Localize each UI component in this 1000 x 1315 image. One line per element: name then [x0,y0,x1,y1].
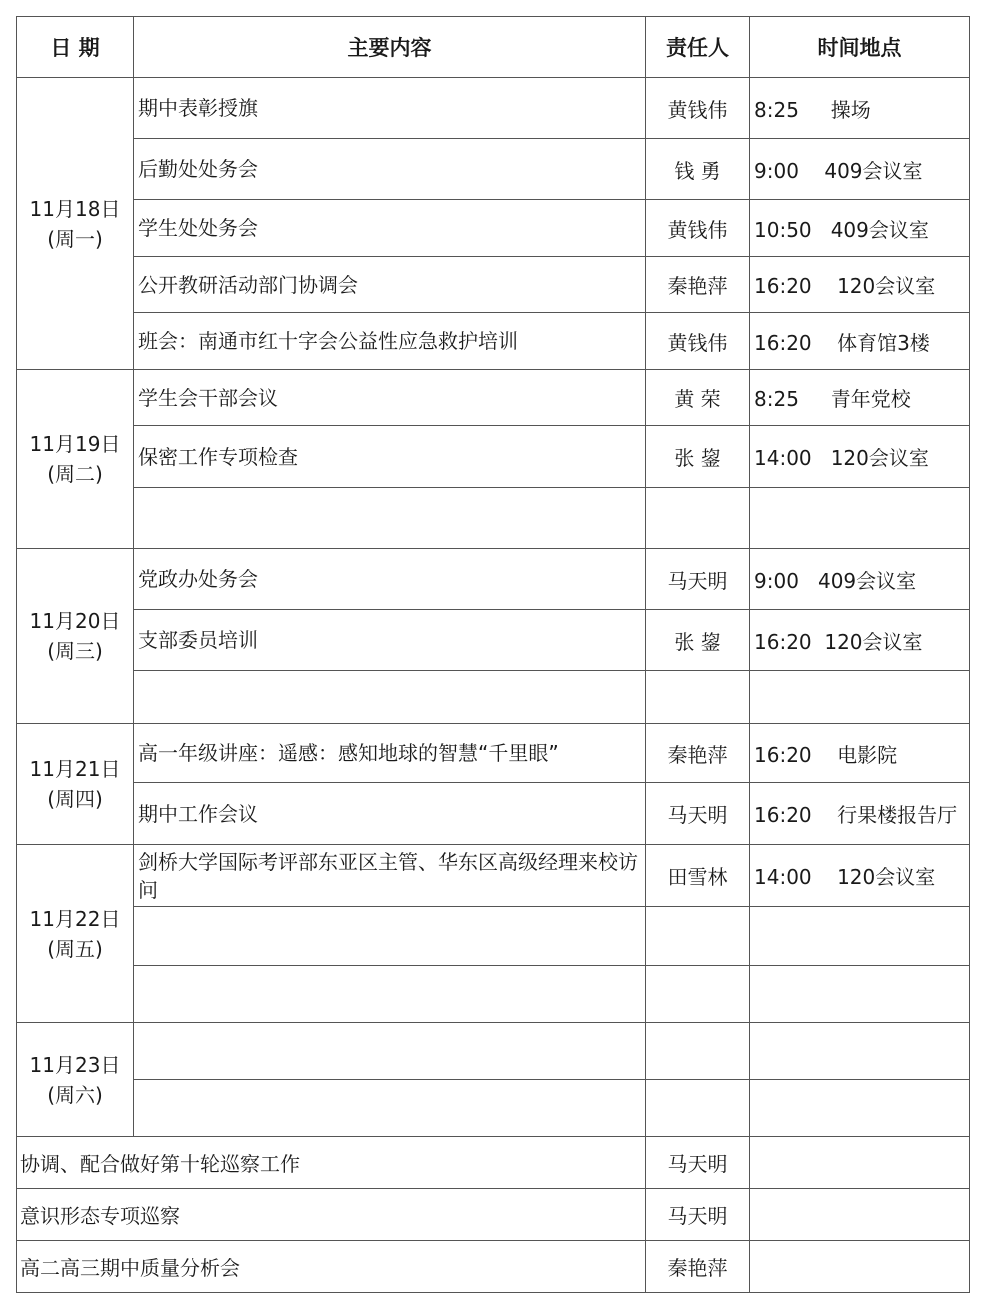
table-row [17,313,970,370]
content-cell: 后勤处处务会 [134,139,646,200]
weekly-schedule-table [16,16,970,1293]
weekday-label: (周四) [47,787,103,811]
person-cell: 马天明 [646,1189,750,1241]
footer-content-cell: 协调、配合做好第十轮巡察工作 [17,1137,646,1189]
time-place-cell: 9:00 409会议室 [750,139,970,200]
footer-row [17,1241,970,1293]
table-row [17,200,970,257]
time-place-cell: 9:00 409会议室 [750,549,970,610]
person-cell [646,966,750,1023]
person-cell: 秦艳萍 [646,257,750,313]
time-place-cell [750,1189,970,1241]
time-place-cell: 14:00 120会议室 [750,426,970,488]
content-cell: 学生处处务会 [134,200,646,257]
time-place-cell: 8:25 操场 [750,78,970,139]
time-place-cell: 10:50 409会议室 [750,200,970,257]
person-cell: 钱 勇 [646,139,750,200]
person-cell: 黄钱伟 [646,78,750,139]
content-cell: 公开教研活动部门协调会 [134,257,646,313]
time-place-cell [750,671,970,724]
header-date: 日 期 [17,17,134,78]
table-row [17,907,970,966]
date-label: 11月19日 [29,432,121,456]
person-cell: 张 鋆 [646,610,750,671]
person-cell: 张 鋆 [646,426,750,488]
weekday-label: (周三) [47,639,103,663]
time-place-cell: 16:20 行果楼报告厅 [750,783,970,845]
weekday-label: (周六) [47,1082,103,1107]
person-cell: 黄钱伟 [646,313,750,370]
date-cell [17,724,134,845]
content-cell [134,488,646,549]
content-cell: 期中表彰授旗 [134,78,646,139]
date-cell [17,845,134,1023]
time-place-cell: 16:20 120会议室 [750,610,970,671]
person-cell: 马天明 [646,549,750,610]
table-row [17,426,970,488]
date-cell [17,78,134,370]
time-place-cell [750,907,970,966]
person-cell: 马天明 [646,1137,750,1189]
footer-row [17,1137,970,1189]
content-cell: 支部委员培训 [134,610,646,671]
table-row [17,370,970,426]
footer-content-cell: 高二高三期中质量分析会 [17,1241,646,1293]
date-cell [17,1023,134,1137]
table-row [17,488,970,549]
content-cell [134,1023,646,1080]
person-cell [646,1023,750,1080]
time-place-cell [750,1023,970,1080]
weekday-label: (周一) [47,226,103,251]
content-cell: 学生会干部会议 [134,370,646,426]
table-row [17,139,970,200]
weekday-label: (周五) [47,936,103,961]
content-cell [134,671,646,724]
person-cell [646,1080,750,1137]
person-cell [646,488,750,549]
table-row [17,966,970,1023]
content-cell [134,966,646,1023]
content-cell: 期中工作会议 [134,783,646,845]
table-row [17,845,970,907]
time-place-cell: 8:25 青年党校 [750,370,970,426]
date-cell [17,549,134,724]
content-cell [134,1080,646,1137]
footer-content-cell: 意识形态专项巡察 [17,1189,646,1241]
person-cell: 秦艳萍 [646,724,750,783]
content-cell: 高一年级讲座：遥感：感知地球的智慧“千里眼” [134,724,646,783]
content-cell: 班会：南通市红十字会公益性应急救护培训 [134,313,646,370]
header-content: 主要内容 [134,17,646,78]
table-row [17,671,970,724]
header-person: 责任人 [646,17,750,78]
time-place-cell: 16:20 120会议室 [750,257,970,313]
time-place-cell [750,1241,970,1293]
content-cell: 党政办处务会 [134,549,646,610]
content-cell: 保密工作专项检查 [134,426,646,488]
date-label: 11月20日 [29,609,121,633]
person-cell [646,907,750,966]
weekday-label: (周二) [47,462,103,486]
date-label: 11月18日 [29,196,121,221]
schedule-body [17,78,970,1293]
person-cell: 秦艳萍 [646,1241,750,1293]
time-place-cell: 16:20 体育馆3楼 [750,313,970,370]
header-time-place: 时间地点 [750,17,970,78]
table-row [17,724,970,783]
time-place-cell [750,488,970,549]
content-cell [134,907,646,966]
person-cell: 黄 荣 [646,370,750,426]
time-place-cell [750,1137,970,1189]
table-row [17,1080,970,1137]
person-cell: 田雪林 [646,845,750,907]
time-place-cell [750,966,970,1023]
person-cell [646,671,750,724]
person-cell: 马天明 [646,783,750,845]
table-row [17,549,970,610]
table-row [17,257,970,313]
date-label: 11月22日 [29,906,121,931]
time-place-cell: 16:20 电影院 [750,724,970,783]
table-row [17,78,970,139]
time-place-cell: 14:00 120会议室 [750,845,970,907]
person-cell: 黄钱伟 [646,200,750,257]
table-row [17,1023,970,1080]
date-cell [17,370,134,549]
content-cell: 剑桥大学国际考评部东亚区主管、华东区高级经理来校访问 [134,845,646,907]
time-place-cell [750,1080,970,1137]
date-label: 11月23日 [29,1052,121,1077]
footer-row [17,1189,970,1241]
date-label: 11月21日 [29,757,121,781]
table-row [17,783,970,845]
header-row [17,17,970,78]
table-row [17,610,970,671]
